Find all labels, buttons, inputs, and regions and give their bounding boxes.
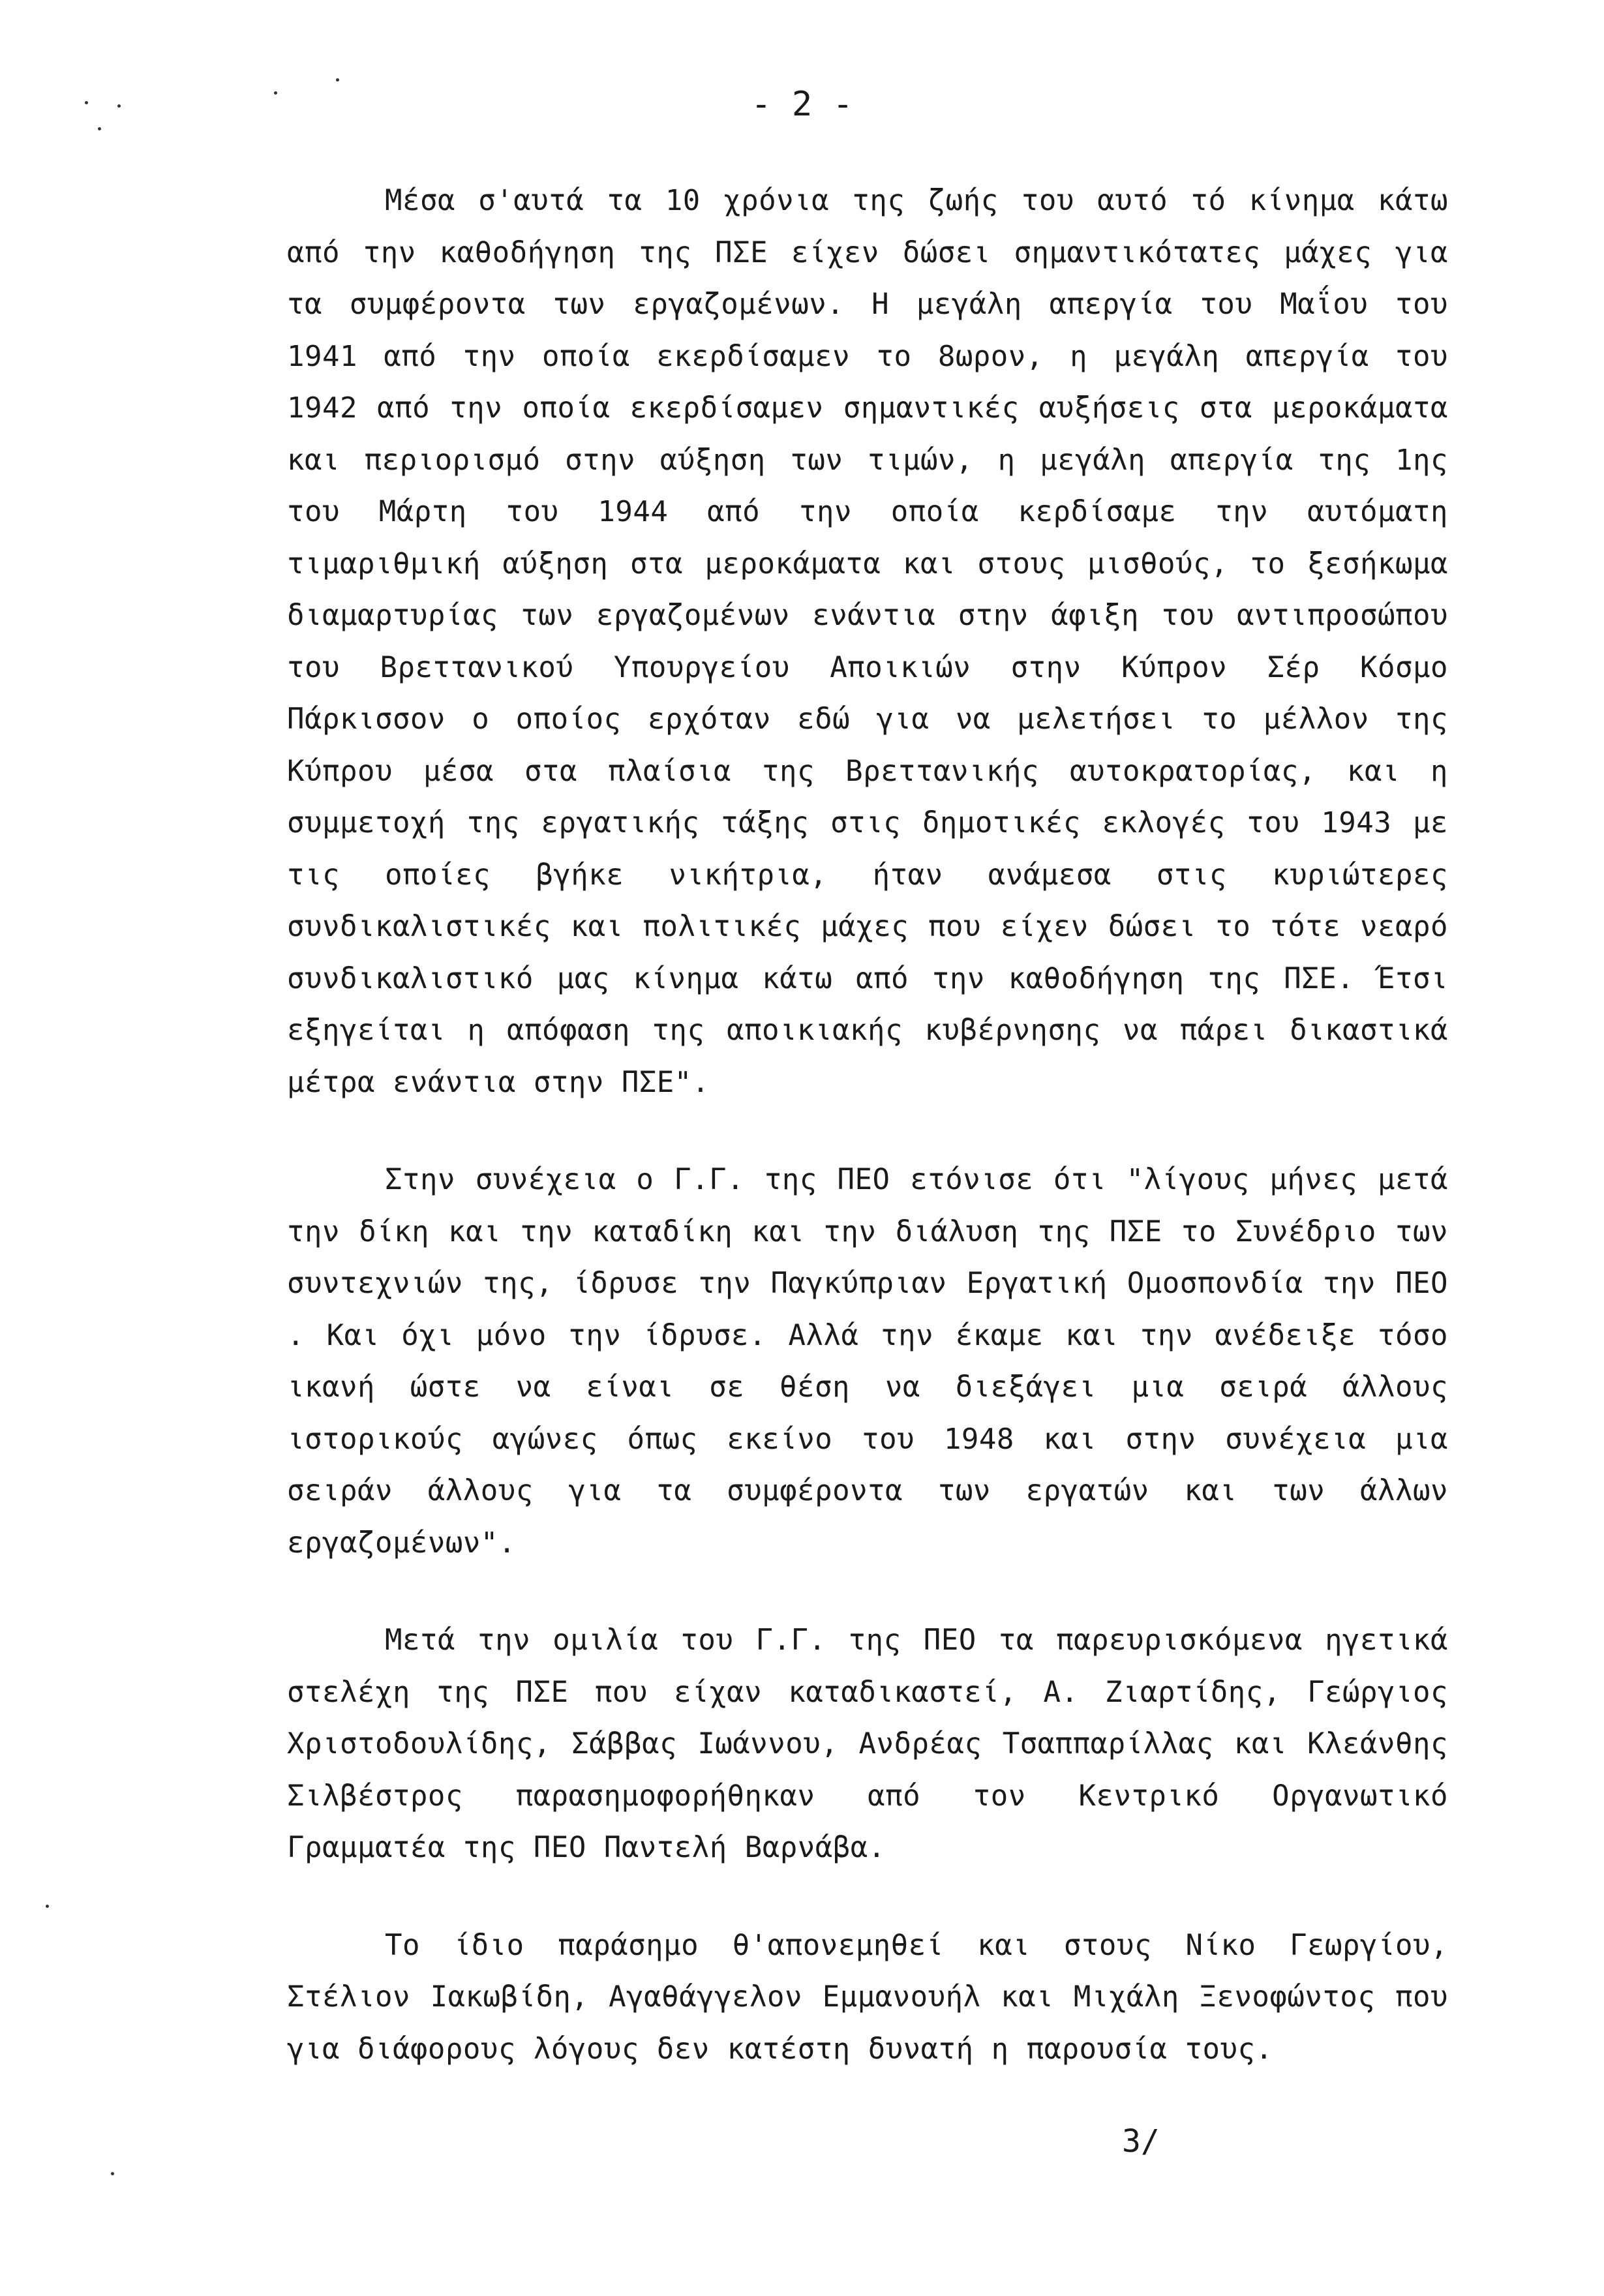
scan-speck <box>46 1905 49 1908</box>
scan-speck <box>111 2172 114 2175</box>
paragraph-gap <box>287 1108 1448 1154</box>
paragraph-gap <box>287 1569 1448 1614</box>
paragraph-gap <box>287 1874 1448 1920</box>
scan-speck <box>336 78 339 82</box>
document-body <box>287 175 1448 2075</box>
paragraph-absent-honorees: Το ίδιο παράσημο θ'απονεμηθεί και στους Νίκο Γεωργίου, Στέλιον Ιακωβίδη, Αγαθάγγελον Εμμανουήλ και Μιχάλη Ξενοφώντος που για διάφορους λόγους δεν κατέστη δυνατή η παρουσία τους. <box>287 1928 1448 2066</box>
paragraph-pse-history: Μέσα σ'αυτά τα 10 χρόνια της ζωής του αυτό τό κίνημα κάτω από την καθοδήγηση της ΠΣΕ είχεν δώσει σημαντικότατες μάχες για τα συμφέροντα των εργαζομένων. Η μεγάλη απεργία του Μαΐου του 1941 από την οποία εκερδίσαμεν το 8ωρον, η μεγάλη απεργία του 1942 από την οποία εκερδίσαμεν σημαντικές αυξήσεις στα μεροκάματα και περιορισμό στην αύξηση των τιμών, η μεγάλη απεργία της 1ης του Μάρτη του 1944 από την οποία κερδίσαμε την αυτόματη τιμαριθμική αύξηση στα μεροκάματα και στους μισθούς, το ξεσήκωμα διαμαρτυρίας των εργαζομένων ενάντια στην άφιξη του αντιπροσώπου του Βρεττανικού Υπουργείου Αποικιών στην Κύπρον Σέρ Κόσμο Πάρκισσον ο οποίος ερχόταν εδώ για να μελετήσει το μέλλον της Κύπρου μέσα στα πλαίσια της Βρεττανικής αυτοκρατορίας, και η συμμετοχή της εργατικής τάξης στις δημοτικές εκλογές του 1943 με τις οποίες βγήκε νικήτρια, ήταν ανάμεσα στις κυριώτερες συνδικαλιστικές και πολιτικές μάχες που είχεν δώσει το τότε νεαρό συνδικαλιστικό μας κίνημα κάτω από την καθοδήγηση της ΠΣΕ. Έτσι εξηγείται η απόφαση της αποικιακής κυβέρνησης να πάρει δικαστικά μέτρα ενάντια στην ΠΣΕ". <box>287 184 1448 1099</box>
next-page-marker: 3/ <box>1122 2123 1160 2160</box>
page-number: - 2 - <box>751 85 853 124</box>
paragraph-decorations: Μετά την ομιλία του Γ.Γ. της ΠΕΟ τα παρευρισκόμενα ηγετικά στελέχη της ΠΣΕ που είχαν καταδικαστεί, Α. Ζιαρτίδης, Γεώργιος Χριστοδουλίδης, Σάββας Ιωάννου, Ανδρέας Τσαππαρίλλας και Κλεάνθης Σιλβέστρος παρασημοφορήθηκαν από τον Κεντρικό Οργανωτικό Γραμματέα της ΠΕΟ Παντελή Βαρνάβα. <box>287 1624 1448 1864</box>
scan-speck <box>274 91 277 95</box>
scan-speck <box>117 104 121 108</box>
paragraph-peo-founding: Στην συνέχεια ο Γ.Γ. της ΠΕΟ ετόνισε ότι "λίγους μήνες μετά την δίκη και την καταδίκη και την διάλυση της ΠΣΕ το Συνέδριο των συντεχνιών της, ίδρυσε την Παγκύπριαν Εργατική Ομοσπονδία την ΠΕΟ . Και όχι μόνο την ίδρυσε. Αλλά την έκαμε και την ανέδειξε τόσο ικανή ώστε να είναι σε θέση να διεξάγει μια σειρά άλλους ιστορικούς αγώνες όπως εκείνο του 1948 και στην συνέχεια μια σειράν άλλους για τα συμφέροντα των εργατών και των άλλων εργαζομένων". <box>287 1163 1448 1560</box>
scan-speck <box>98 127 101 130</box>
scan-speck <box>85 101 88 104</box>
